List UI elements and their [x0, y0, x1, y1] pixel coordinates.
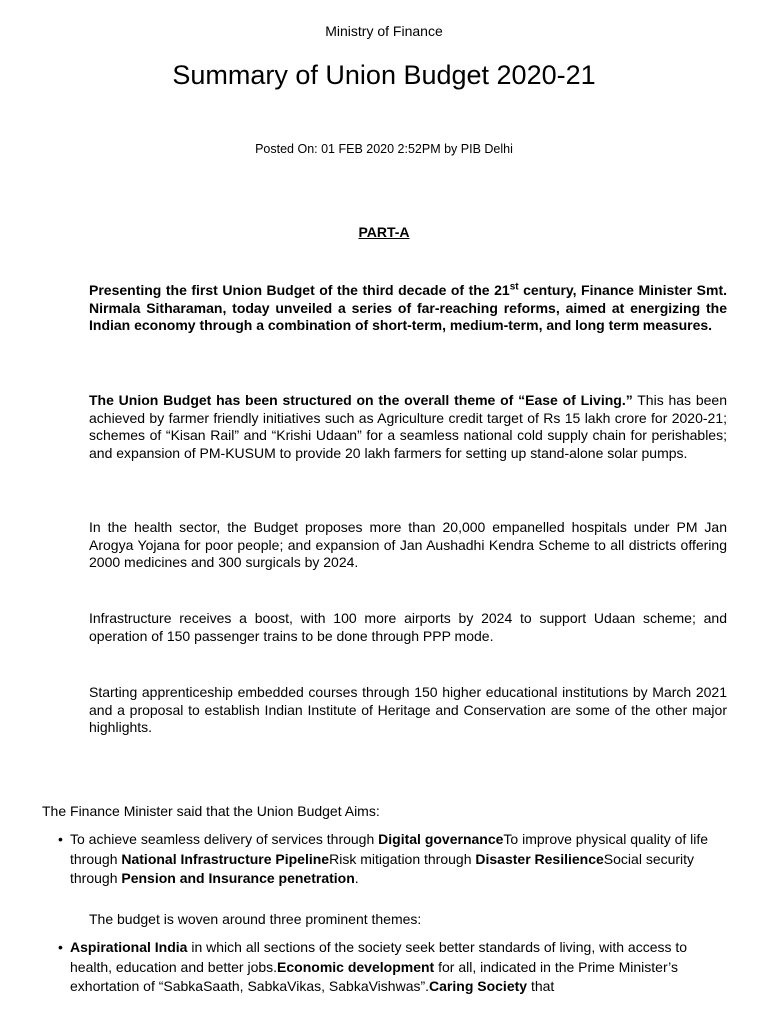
bullet-glyph: •	[58, 831, 63, 847]
themes-bold-2: Economic development	[277, 958, 435, 975]
ministry-name: Ministry of Finance	[325, 23, 443, 39]
aims-text-4: Social security through	[70, 850, 695, 886]
aims-text-1: To achieve seamless delivery of services through	[70, 831, 379, 847]
part-heading: PART-A	[358, 224, 410, 240]
aims-intro: The Finance Minister said that the Union Budget Aims:	[42, 803, 380, 819]
aims-bold-2: National Infrastructure Pipeline	[121, 850, 330, 867]
intro-paragraph	[89, 282, 727, 335]
themes-text-2: for all, indicated in the Prime Minister’s exhortation of “SabkaSaath, SabkaVikas, SabkaVishwas”.	[70, 958, 679, 994]
themes-text-3: that	[527, 978, 555, 994]
intro-superscript: st	[509, 281, 519, 293]
ease-of-living-bold: The Union Budget has been structured on the overall theme of “Ease of Living.”	[89, 392, 633, 408]
bullet-glyph: •	[58, 939, 63, 955]
aims-text-3: Risk mitigation through	[329, 850, 476, 867]
posted-date: Posted On: 01 FEB 2020 2:52PM by PIB Delhi	[255, 142, 513, 156]
aims-bold-3: Disaster Resilience	[475, 850, 604, 867]
aims-bullet	[58, 830, 730, 889]
aims-bold-4: Pension and Insurance penetration	[121, 870, 355, 886]
themes-bullet	[58, 938, 730, 997]
ease-of-living-text: This has been achieved by farmer friendly initiatives such as Agriculture credit target of Rs 15 lakh crore for 2020-21; schemes of “Kisan Rail” and “Krishi Udaan” for a seamless national cold supply chain for perishables; and expansion of PM-KUSUM to provide 20 lakh farmers for setting up stand-alone solar pumps.	[89, 392, 727, 461]
health-paragraph: In the health sector, the Budget proposes more than 20,000 empanelled hospitals under PM Jan Arogya Yojana for poor people; and expansion of Jan Aushadhi Kendra Scheme to all districts offering 2000 medicines and 300 surgicals by 2024.	[89, 519, 727, 570]
themes-bold-3: Caring Society	[429, 978, 528, 994]
intro-text-a: Presenting the first Union Budget of the third decade of the 21	[89, 282, 510, 298]
themes-bold-1: Aspirational India	[70, 939, 188, 955]
education-paragraph: Starting apprenticeship embedded courses through 150 higher educational institutions by March 2021 and a proposal to establish Indian Institute of Heritage and Conservation are some of the other major highlights.	[89, 684, 727, 735]
themes-intro: The budget is woven around three prominent themes:	[89, 911, 422, 927]
aims-text-5: .	[354, 870, 359, 886]
intro-text-b: century, Finance Minister Smt. Nirmala Sitharaman, today unveiled a series of far-reaching reforms, aimed at energizing the Indian economy through a combination of short-term, medium-term, and long term measures.	[89, 282, 727, 333]
ease-of-living-paragraph	[89, 392, 727, 462]
page-title: Summary of Union Budget 2020-21	[172, 60, 596, 90]
aims-text-2: To improve physical quality of life through	[70, 831, 709, 867]
infrastructure-paragraph: Infrastructure receives a boost, with 100 more airports by 2024 to support Udaan scheme; and operation of 150 passenger trains to be done through PPP mode.	[89, 610, 727, 644]
aims-bold-1: Digital governance	[378, 831, 504, 847]
themes-text-1: in which all sections of the society seek better standards of living, with access to health, education and better jobs.	[70, 939, 688, 975]
